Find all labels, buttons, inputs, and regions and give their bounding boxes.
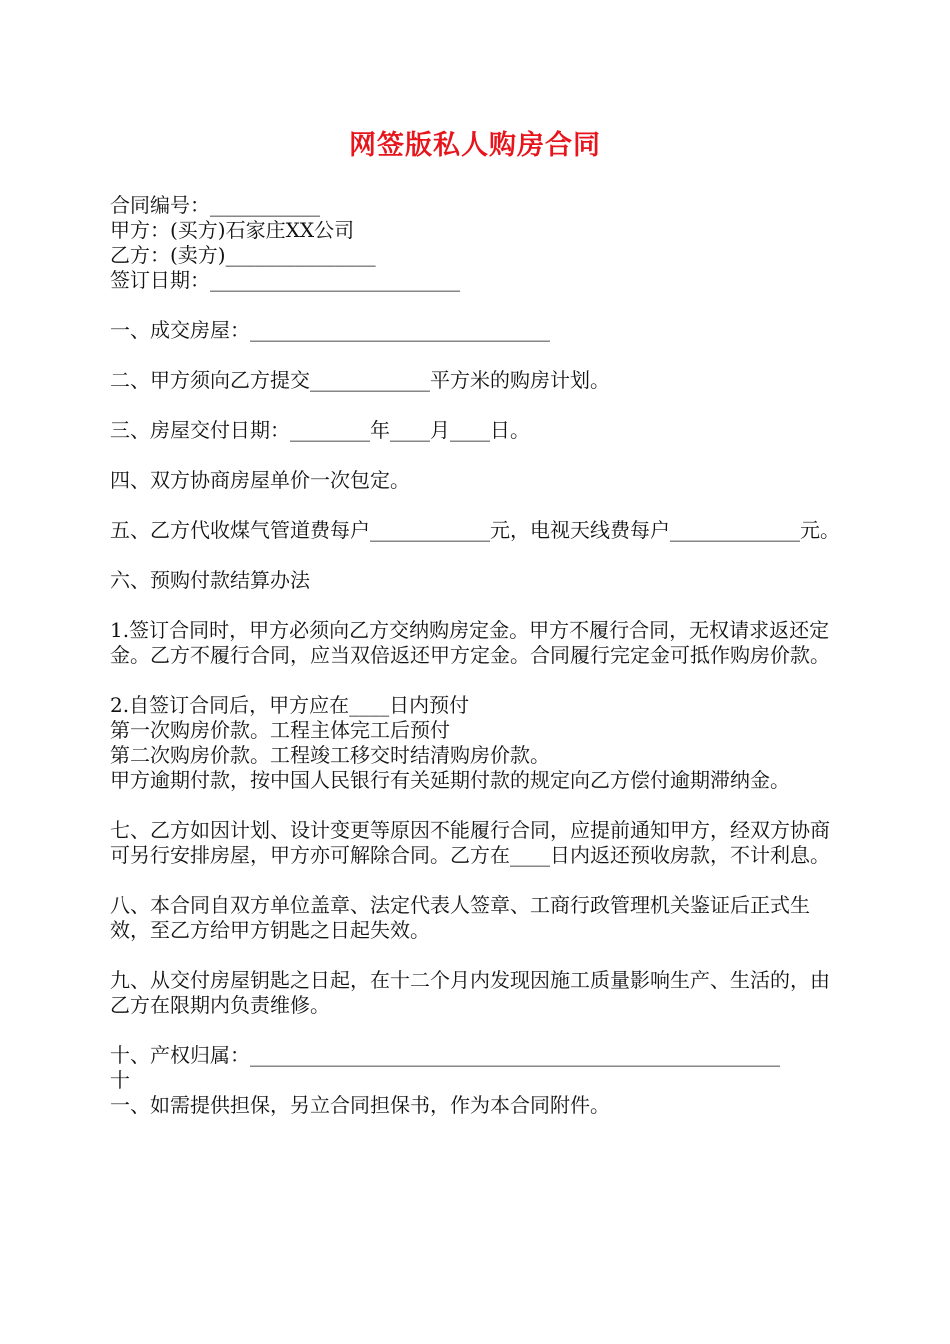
paragraph-gap	[110, 1018, 845, 1043]
clause-1: 一、成交房屋：______________________________	[110, 318, 550, 342]
paragraph-gap	[110, 343, 845, 368]
clause-11-line-2: 一、如需提供担保，另立合同担保书，作为本合同附件。	[110, 1093, 610, 1117]
clause-11-line-1: 十	[110, 1068, 130, 1092]
paragraph-gap	[110, 493, 845, 518]
document-title: 网签版私人购房合同	[349, 130, 601, 161]
clause-3: 三、房屋交付日期：________年____月____日。	[110, 418, 530, 442]
clause-6-item-2-line-1: 2.自签订合同后，甲方应在____日内预付	[110, 693, 470, 717]
clause-9: 九、从交付房屋钥匙之日起，在十二个月内发现因施工质量影响生产、生活的，由乙方在限期内负责维修。	[110, 968, 830, 1017]
clause-6-item-2-line-3: 第二次购房价款。工程竣工移交时结清购房价款。	[110, 743, 550, 767]
paragraph-gap	[110, 668, 845, 693]
clause-10: 十、产权归属：_____________________________________________________	[110, 1043, 780, 1067]
clause-6-item-2-line-2: 第一次购房价款。工程主体完工后预付	[110, 718, 450, 742]
clause-8: 八、本合同自双方单位盖章、法定代表人签章、工商行政管理机关鉴证后正式生效，至乙方给甲方钥匙之日起失效。	[110, 893, 810, 942]
party-a-line: 甲方：(买方)石家庄XX公司	[110, 218, 355, 242]
clause-5: 五、乙方代收煤气管道费每户____________元，电视天线费每户_____________元。	[110, 518, 840, 542]
clause-6-heading: 六、预购付款结算办法	[110, 568, 310, 592]
party-b-line: 乙方：(卖方)_______________	[110, 243, 376, 267]
clause-7: 七、乙方如因计划、设计变更等原因不能履行合同，应提前通知甲方，经双方协商可另行安排房屋，甲方亦可解除合同。乙方在____日内返还预收房款，不计利息。	[110, 818, 830, 867]
document-body	[110, 193, 845, 1118]
paragraph-gap	[110, 593, 845, 618]
clause-4: 四、双方协商房屋单价一次包定。	[110, 468, 410, 492]
paragraph-gap	[110, 443, 845, 468]
paragraph-gap	[110, 293, 845, 318]
contract-number-line: 合同编号：___________	[110, 193, 320, 217]
paragraph-gap	[110, 868, 845, 893]
clause-6-item-2-line-4: 甲方逾期付款，按中国人民银行有关延期付款的规定向乙方偿付逾期滞纳金。	[110, 768, 790, 792]
clause-2: 二、甲方须向乙方提交____________平方米的购房计划。	[110, 368, 610, 392]
paragraph-gap	[110, 543, 845, 568]
paragraph-gap	[110, 393, 845, 418]
paragraph-gap	[110, 793, 845, 818]
sign-date-line: 签订日期：_________________________	[110, 268, 460, 292]
paragraph-gap	[110, 943, 845, 968]
clause-6-item-1: 1.签订合同时，甲方必须向乙方交纳购房定金。甲方不履行合同，无权请求返还定金。乙方不履行合同，应当双倍返还甲方定金。合同履行完定金可抵作购房价款。	[110, 618, 830, 667]
